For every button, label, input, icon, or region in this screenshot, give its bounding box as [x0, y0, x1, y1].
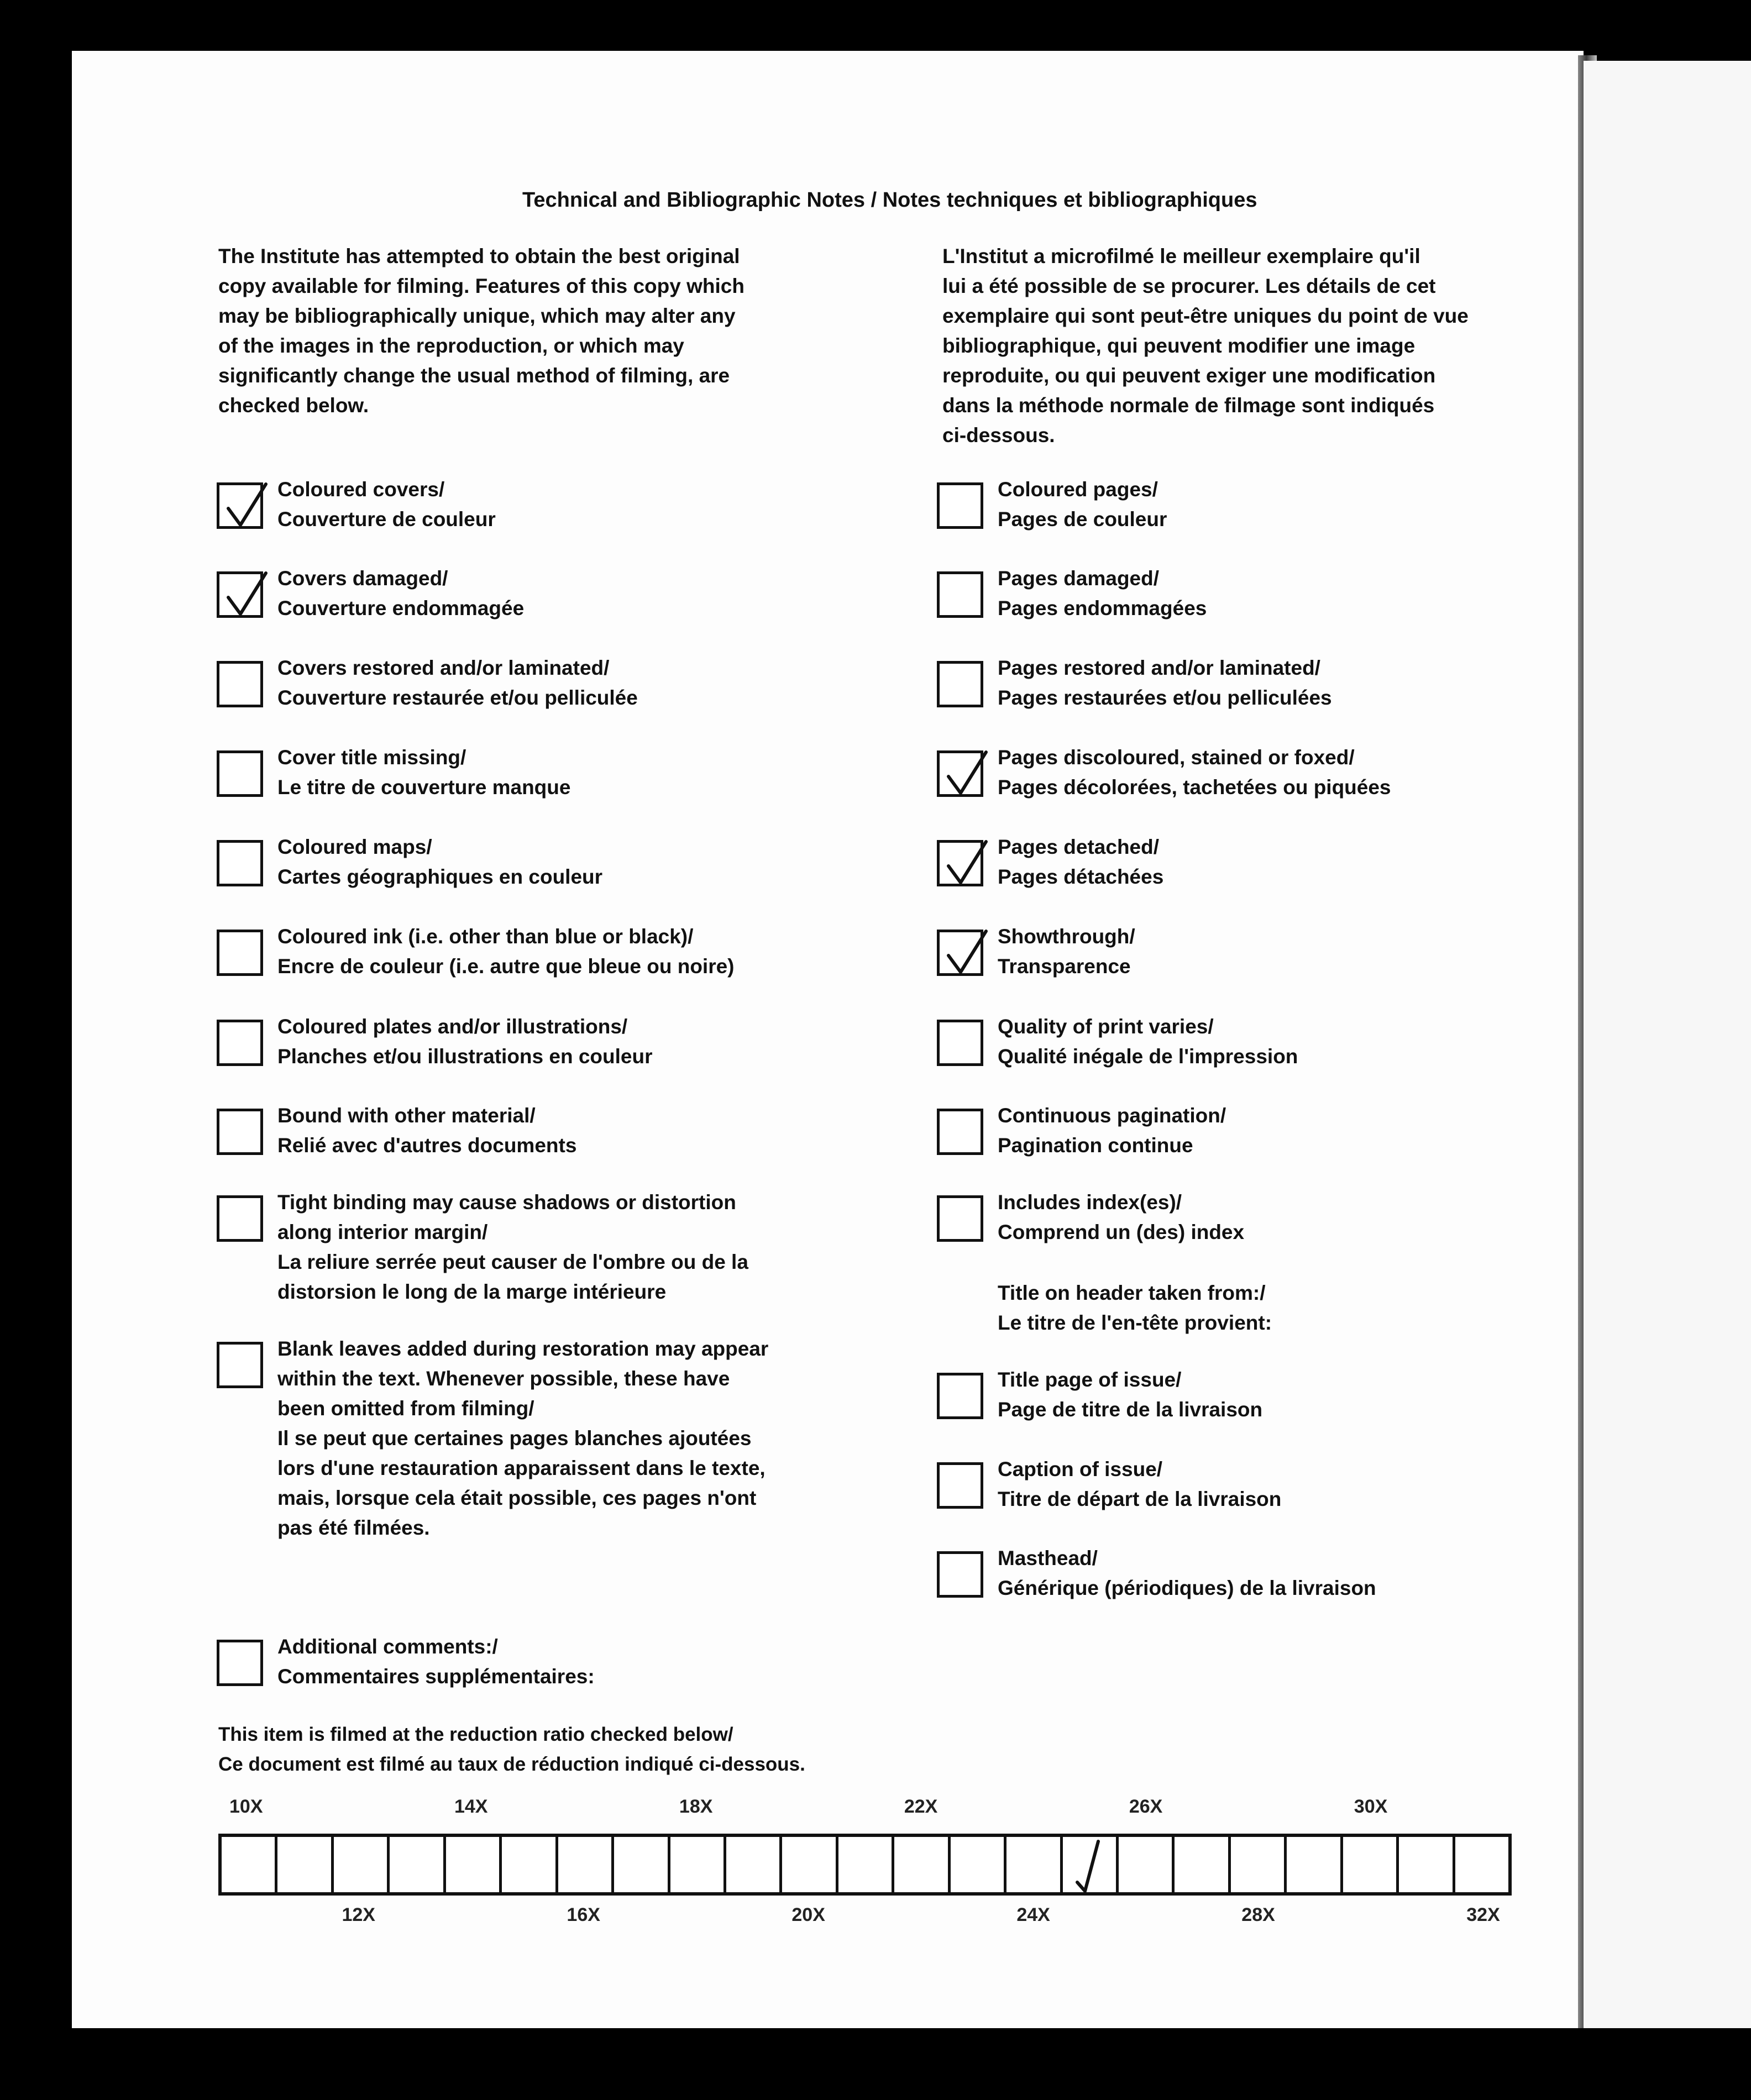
ratio-cell[interactable] — [670, 1837, 726, 1892]
ratio-cell[interactable] — [222, 1837, 277, 1892]
left-item-label-6: Coloured plates and/or illustrations/ Planches et/ou illustrations en couleur — [277, 1015, 653, 1068]
left-item-checkbox-4[interactable] — [217, 840, 263, 886]
ratio-cell[interactable] — [1455, 1837, 1508, 1892]
right-item-checkbox-9[interactable] — [937, 1373, 983, 1419]
right-item-checkbox-8[interactable] — [937, 1195, 983, 1242]
right-item-label-4: Pages detached/ Pages détachées — [998, 836, 1164, 888]
right-item-checkbox-3[interactable] — [937, 750, 983, 797]
left-item-checkbox-5[interactable] — [217, 930, 263, 976]
right-item-label-11: Masthead/ Générique (périodiques) de la livraison — [998, 1547, 1376, 1599]
ratio-cell[interactable] — [614, 1837, 670, 1892]
ratio-cell[interactable] — [1399, 1837, 1455, 1892]
ratio-cell[interactable] — [894, 1837, 950, 1892]
left-item-label-2: Covers restored and/or laminated/ Couverture restaurée et/ou pelliculée — [277, 657, 638, 709]
reduction-text: This item is filmed at the reduction ratio checked below/ Ce document est filmé au taux de réduction indiqué ci-dessous. — [218, 1724, 805, 1775]
left-item-checkbox-3[interactable] — [217, 750, 263, 797]
ratio-cell[interactable] — [558, 1837, 614, 1892]
right-item-checkbox-7[interactable] — [937, 1109, 983, 1155]
checkmark-icon — [944, 751, 987, 799]
ratio-bottom-label-0: 12X — [342, 1904, 375, 1925]
checkmark-icon — [944, 930, 987, 978]
ratio-bottom-label-3: 24X — [1016, 1904, 1050, 1925]
ratio-cell[interactable] — [782, 1837, 838, 1892]
left-item-checkbox-10[interactable] — [217, 1640, 263, 1686]
ratio-bottom-label-1: 16X — [567, 1904, 600, 1925]
left-item-label-9: Blank leaves added during restoration may appear within the text. Whenever possible, these have been omitted from filming/ Il se peut que certaines pages blanches ajoutées lors d'une restauration apparaissent dans le texte, mais, lorsque cela était possible, ces pages n'ont pas été filmées. — [277, 1337, 769, 1539]
ratio-bottom-label-4: 28X — [1241, 1904, 1275, 1925]
ratio-cell[interactable] — [334, 1837, 390, 1892]
right-item-label-5: Showthrough/ Transparence — [998, 925, 1135, 978]
intro-french: L'Institut a microfilmé le meilleur exemplaire qu'il lui a été possible de se procurer. Les détails de cet exemplaire qui sont peut-être uniques du point de vue bibliographique, qui peuvent modifier une image reproduite, ou qui peuvent exiger une modification dans la méthode normale de filmage sont indiqués ci-dessous. — [942, 245, 1469, 447]
ratio-top-label-5: 30X — [1354, 1796, 1388, 1817]
right-item-label-1: Pages damaged/ Pages endommagées — [998, 567, 1207, 620]
ratio-cell[interactable] — [1175, 1837, 1230, 1892]
checkmark-icon — [944, 841, 987, 888]
left-item-label-5: Coloured ink (i.e. other than blue or black)/ Encre de couleur (i.e. autre que bleue ou noire) — [277, 925, 735, 978]
ratio-cell[interactable] — [446, 1837, 502, 1892]
checkmark-icon — [224, 483, 267, 531]
left-item-checkbox-7[interactable] — [217, 1109, 263, 1155]
ratio-cell[interactable] — [726, 1837, 782, 1892]
right-item-label-2: Pages restored and/or laminated/ Pages restaurées et/ou pelliculées — [998, 657, 1332, 709]
left-item-checkbox-2[interactable] — [217, 661, 263, 707]
right-item-label-3: Pages discoloured, stained or foxed/ Pages décolorées, tachetées ou piquées — [998, 746, 1391, 799]
ratio-cell[interactable] — [1343, 1837, 1399, 1892]
ratio-cell[interactable] — [1231, 1837, 1287, 1892]
left-item-checkbox-0[interactable] — [217, 482, 263, 529]
right-item-label-10: Caption of issue/ Titre de départ de la livraison — [998, 1458, 1282, 1510]
right-item-checkbox-5[interactable] — [937, 930, 983, 976]
ratio-top-label-3: 22X — [904, 1796, 938, 1817]
ratio-cell[interactable] — [1287, 1837, 1343, 1892]
ratio-cell[interactable] — [390, 1837, 445, 1892]
checkmark-icon — [224, 572, 267, 620]
left-item-label-10: Additional comments:/ Commentaires supplémentaires: — [277, 1635, 595, 1688]
left-item-label-7: Bound with other material/ Relié avec d'autres documents — [277, 1104, 577, 1157]
ratio-cell[interactable] — [951, 1837, 1006, 1892]
right-item-checkbox-11[interactable] — [937, 1551, 983, 1598]
page-title: Technical and Bibliographic Notes / Notes techniques et bibliographiques — [522, 188, 1257, 212]
right-item-checkbox-1[interactable] — [937, 571, 983, 618]
right-item-label-8: Includes index(es)/ Comprend un (des) index — [998, 1191, 1245, 1243]
ratio-top-label-0: 10X — [229, 1796, 263, 1817]
ratio-cell[interactable] — [277, 1837, 333, 1892]
right-item-label-7: Continuous pagination/ Pagination continue — [998, 1104, 1226, 1157]
right-item-label-0: Coloured pages/ Pages de couleur — [998, 478, 1167, 531]
right-item-label-9: Title page of issue/ Page de titre de la livraison — [998, 1368, 1263, 1421]
left-item-checkbox-8[interactable] — [217, 1195, 263, 1242]
left-item-checkbox-9[interactable] — [217, 1342, 263, 1388]
right-item-label-6: Quality of print varies/ Qualité inégale de l'impression — [998, 1015, 1298, 1068]
left-item-checkbox-6[interactable] — [217, 1020, 263, 1066]
reduction-ratio-bar — [218, 1834, 1512, 1896]
right-item-checkbox-10[interactable] — [937, 1462, 983, 1509]
ratio-bottom-label-5: 32X — [1466, 1904, 1500, 1925]
adjacent-page — [1584, 61, 1751, 2028]
ratio-cell[interactable] — [1006, 1837, 1062, 1892]
checkmark-icon — [1073, 1839, 1106, 1894]
intro-english: The Institute has attempted to obtain the best original copy available for filming. Features of this copy which may be bibliographically unique, which may alter any of the images in the reproduction, or which may significantly change the usual method of filming, are checked below. — [218, 245, 745, 417]
ratio-cell[interactable] — [1063, 1837, 1119, 1892]
left-item-label-3: Cover title missing/ Le titre de couverture manque — [277, 746, 571, 799]
right-item-checkbox-4[interactable] — [937, 840, 983, 886]
ratio-bottom-label-2: 20X — [791, 1904, 825, 1925]
right-item-checkbox-6[interactable] — [937, 1020, 983, 1066]
ratio-top-label-2: 18X — [679, 1796, 713, 1817]
left-item-label-1: Covers damaged/ Couverture endommagée — [277, 567, 525, 620]
ratio-cell[interactable] — [502, 1837, 558, 1892]
ratio-top-label-1: 14X — [454, 1796, 488, 1817]
header-note: Title on header taken from:/ Le titre de l'en-tête provient: — [998, 1282, 1272, 1334]
ratio-cell[interactable] — [838, 1837, 894, 1892]
left-item-label-0: Coloured covers/ Couverture de couleur — [277, 478, 496, 531]
ratio-cell[interactable] — [1119, 1837, 1175, 1892]
ratio-top-label-4: 26X — [1129, 1796, 1163, 1817]
right-item-checkbox-2[interactable] — [937, 661, 983, 707]
left-item-label-4: Coloured maps/ Cartes géographiques en couleur — [277, 836, 603, 888]
left-item-label-8: Tight binding may cause shadows or distortion along interior margin/ La reliure serrée peut causer de l'ombre ou de la distorsion le long de la marge intérieure — [277, 1191, 748, 1303]
right-item-checkbox-0[interactable] — [937, 482, 983, 529]
left-item-checkbox-1[interactable] — [217, 571, 263, 618]
